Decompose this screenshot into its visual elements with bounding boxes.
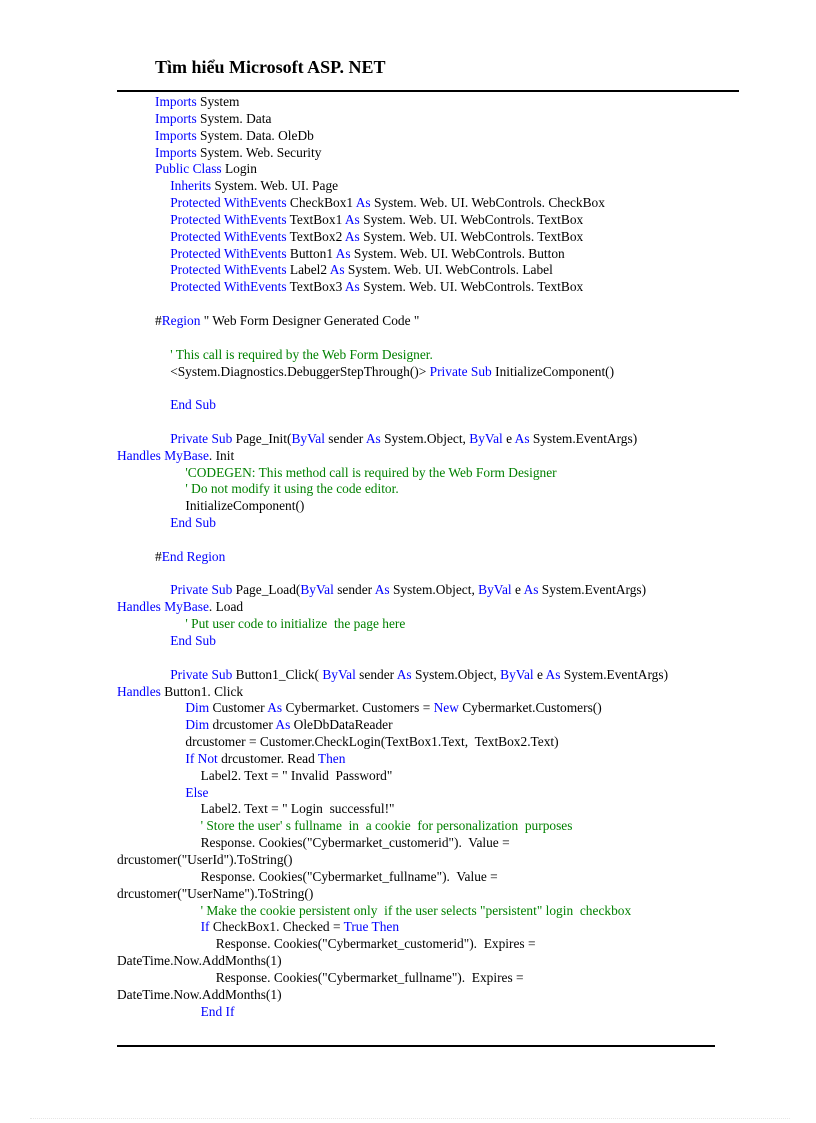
code-text: System. Web. UI. WebControls. Button — [350, 245, 565, 261]
code-line — [117, 869, 757, 886]
code-text: System — [196, 94, 240, 109]
code-line — [117, 970, 757, 987]
code-keyword: As — [523, 582, 539, 598]
code-line — [117, 785, 757, 802]
code-keyword: As — [329, 262, 345, 278]
code-keyword: Protected WithEvents — [170, 228, 287, 244]
code-line — [117, 481, 757, 498]
code-text: System.EventArgs) — [529, 430, 638, 446]
code-text: Label2. Text = " Invalid Password" — [200, 767, 393, 783]
code-keyword: Protected WithEvents — [170, 195, 287, 211]
code-text: # — [155, 312, 162, 328]
code-keyword: Public — [155, 161, 190, 177]
code-line — [117, 936, 757, 953]
code-line — [117, 751, 757, 768]
code-line — [117, 296, 757, 313]
code-text: System. Data — [196, 110, 272, 126]
code-text: System. Web. UI. WebControls. TextBox — [359, 228, 584, 244]
code-line — [117, 633, 757, 650]
footer-rule — [117, 1045, 715, 1047]
code-line — [117, 178, 757, 195]
code-text: Button1 — [286, 245, 336, 261]
code-line — [117, 953, 757, 970]
code-line — [117, 212, 757, 229]
code-line — [117, 465, 757, 482]
code-line — [117, 498, 757, 515]
code-text: Login — [221, 161, 257, 177]
code-keyword: True Then — [343, 919, 400, 935]
code-text: TextBox2 — [286, 228, 345, 244]
code-keyword: Handles — [117, 599, 161, 615]
code-comment: ' This call is required by the Web Form Designer. — [170, 346, 433, 362]
code-text: sender — [355, 666, 397, 682]
code-line — [117, 852, 757, 869]
code-text: TextBox3 — [286, 279, 345, 295]
code-keyword: New — [433, 700, 459, 716]
code-line — [117, 313, 757, 330]
code-keyword: Private Sub — [170, 430, 233, 446]
code-text: InitializeComponent() — [185, 498, 305, 514]
code-line — [117, 161, 757, 178]
code-text: CheckBox1. Checked = — [209, 919, 344, 935]
code-text: Cybermarket.Customers() — [458, 700, 602, 716]
code-keyword: As — [335, 245, 351, 261]
code-keyword: As — [514, 430, 530, 446]
code-line — [117, 195, 757, 212]
code-line — [117, 801, 757, 818]
code-keyword: Private Sub — [170, 582, 233, 598]
code-text: drcustomer = Customer.CheckLogin(TextBox1.Text, TextBox2.Text) — [185, 734, 559, 750]
code-line — [117, 532, 757, 549]
code-keyword: Private Sub — [170, 666, 233, 682]
code-keyword: Protected WithEvents — [170, 279, 287, 295]
code-keyword: Handles — [117, 447, 161, 463]
code-text: drcustomer — [209, 717, 276, 733]
code-keyword: End If — [200, 1003, 235, 1019]
code-keyword: As — [344, 279, 360, 295]
code-text: Response. Cookies("Cybermarket_fullname"). Expires = — [215, 969, 524, 985]
code-text: Label2 — [286, 262, 330, 278]
code-keyword: If Not — [185, 750, 218, 766]
code-text: drcustomer. Read — [217, 750, 318, 766]
code-comment: ' Store the user' s fullname in a cookie for personalization purposes — [200, 818, 573, 834]
code-line — [117, 818, 757, 835]
code-line — [117, 515, 757, 532]
code-keyword: ByVal — [469, 430, 503, 446]
code-keyword: End Sub — [170, 633, 216, 648]
code-keyword: As — [374, 582, 390, 598]
code-line — [117, 1004, 757, 1021]
code-keyword: As — [344, 211, 360, 227]
code-keyword: End Sub — [170, 515, 216, 531]
code-keyword: As — [344, 228, 360, 244]
code-text: Response. Cookies("Cybermarket_customerid"). Value = — [200, 835, 510, 851]
code-text: Response. Cookies("Cybermarket_fullname"). Value = — [200, 868, 498, 884]
code-line — [117, 94, 757, 111]
code-text: Cybermarket. Customers = — [282, 700, 434, 716]
code-line — [117, 566, 757, 583]
page-title: Tìm hiểu Microsoft ASP. NET — [155, 57, 386, 77]
code-line — [117, 650, 757, 667]
code-text: Label2. Text = " Login successful!" — [200, 801, 395, 817]
code-keyword: End Region — [161, 548, 226, 564]
code-line — [117, 448, 757, 465]
code-line — [117, 919, 757, 936]
code-text: Response. Cookies("Cybermarket_customerid"). Expires = — [215, 936, 536, 952]
code-keyword: Else — [185, 784, 209, 800]
code-line — [117, 380, 757, 397]
code-text: Button1_Click( — [232, 666, 323, 682]
code-text: System. Web. UI. WebControls. TextBox — [359, 279, 584, 295]
code-line — [117, 835, 757, 852]
code-text: Page_Load( — [232, 582, 301, 598]
code-keyword: Imports — [155, 127, 197, 143]
code-line — [117, 128, 757, 145]
code-line — [117, 549, 757, 566]
code-text: Page_Init( — [232, 430, 292, 446]
code-line — [117, 111, 757, 128]
code-keyword: End Sub — [170, 397, 216, 413]
code-line — [117, 229, 757, 246]
code-text: System.EventArgs) — [538, 582, 647, 598]
code-keyword: As — [275, 717, 291, 733]
code-text: . Init — [208, 447, 235, 463]
code-text: drcustomer("UserId").ToString() — [117, 851, 293, 867]
code-keyword: Protected WithEvents — [170, 245, 287, 261]
code-text: sender — [333, 582, 375, 598]
code-line — [117, 582, 757, 599]
code-line — [117, 364, 757, 381]
code-line — [117, 414, 757, 431]
code-keyword: Inherits — [170, 178, 212, 194]
code-keyword: As — [365, 430, 381, 446]
code-keyword: Imports — [155, 110, 197, 126]
code-text: DateTime.Now.AddMonths(1) — [117, 986, 282, 1002]
code-comment: ' Do not modify it using the code editor. — [185, 481, 399, 497]
code-keyword: Imports — [155, 144, 197, 160]
code-comment: ' Put user code to initialize the page here — [185, 616, 406, 632]
code-keyword: ByVal — [478, 582, 512, 598]
code-text: . Load — [208, 599, 244, 615]
code-text: System. Web. UI. WebControls. CheckBox — [370, 195, 605, 211]
code-text: # — [155, 548, 162, 564]
code-line — [117, 768, 757, 785]
code-text: e — [533, 666, 546, 682]
code-text: System.Object, — [411, 666, 501, 682]
code-keyword: Class — [192, 161, 222, 177]
code-keyword: Protected WithEvents — [170, 211, 287, 227]
code-text: System. Web. UI. WebControls. Label — [344, 262, 553, 278]
code-keyword: ByVal — [300, 582, 334, 598]
code-text: System.EventArgs) — [560, 666, 669, 682]
code-line — [117, 717, 757, 734]
code-text: e — [511, 582, 524, 598]
code-line — [117, 262, 757, 279]
code-text: System. Web. UI. WebControls. TextBox — [359, 211, 584, 227]
code-text: sender — [324, 430, 366, 446]
code-line — [117, 347, 757, 364]
code-keyword: Dim — [185, 700, 210, 716]
code-line — [117, 616, 757, 633]
page-edge — [30, 1118, 790, 1119]
code-keyword: ByVal — [291, 430, 325, 446]
code-keyword: Protected WithEvents — [170, 262, 287, 278]
code-text: Customer — [209, 700, 268, 716]
code-line — [117, 684, 757, 701]
header-rule — [117, 90, 739, 92]
code-keyword: If — [200, 919, 210, 935]
code-comment: 'CODEGEN: This method call is required by the Web Form Designer — [185, 464, 557, 480]
code-comment: ' Make the cookie persistent only if the user selects "persistent" login checkbox — [200, 902, 632, 918]
code-line — [117, 246, 757, 263]
code-text: System. Web. UI. Page — [211, 178, 339, 194]
code-text: System.Object, — [380, 430, 470, 446]
code-keyword: MyBase — [164, 447, 209, 463]
code-keyword: As — [267, 700, 283, 716]
code-line — [117, 987, 757, 1004]
code-line — [117, 667, 757, 684]
code-text: OleDbDataReader — [290, 717, 393, 733]
code-text: TextBox1 — [286, 211, 345, 227]
code-text: <System.Diagnostics.DebuggerStepThrough()> — [170, 363, 430, 379]
code-keyword: ByVal — [500, 666, 534, 682]
code-text: Button1. Click — [160, 683, 244, 699]
code-block — [117, 94, 757, 1020]
code-text: drcustomer("UserName").ToString() — [117, 885, 314, 901]
code-line — [117, 330, 757, 347]
code-line — [117, 700, 757, 717]
code-keyword: Private Sub — [429, 363, 492, 379]
code-line — [117, 734, 757, 751]
code-keyword: Region — [161, 312, 201, 328]
code-keyword: Handles — [117, 683, 161, 699]
code-line — [117, 145, 757, 162]
code-line — [117, 903, 757, 920]
code-line — [117, 431, 757, 448]
code-text: e — [502, 430, 515, 446]
code-text: System. Data. OleDb — [196, 127, 314, 143]
code-line — [117, 886, 757, 903]
code-keyword: MyBase — [164, 599, 209, 615]
code-keyword: Then — [317, 750, 346, 766]
code-keyword: As — [355, 195, 371, 211]
code-text: DateTime.Now.AddMonths(1) — [117, 953, 282, 969]
code-keyword: ByVal — [322, 666, 356, 682]
code-text: System. Web. Security — [196, 144, 322, 160]
code-text: " Web Form Designer Generated Code " — [200, 312, 420, 328]
code-line — [117, 397, 757, 414]
code-keyword: As — [396, 666, 412, 682]
code-keyword: As — [545, 666, 561, 682]
code-line — [117, 599, 757, 616]
code-text: CheckBox1 — [286, 195, 356, 211]
code-keyword: Dim — [185, 717, 210, 733]
code-text: InitializeComponent() — [491, 363, 615, 379]
code-line — [117, 279, 757, 296]
code-text: System.Object, — [389, 582, 479, 598]
code-keyword: Imports — [155, 94, 197, 109]
